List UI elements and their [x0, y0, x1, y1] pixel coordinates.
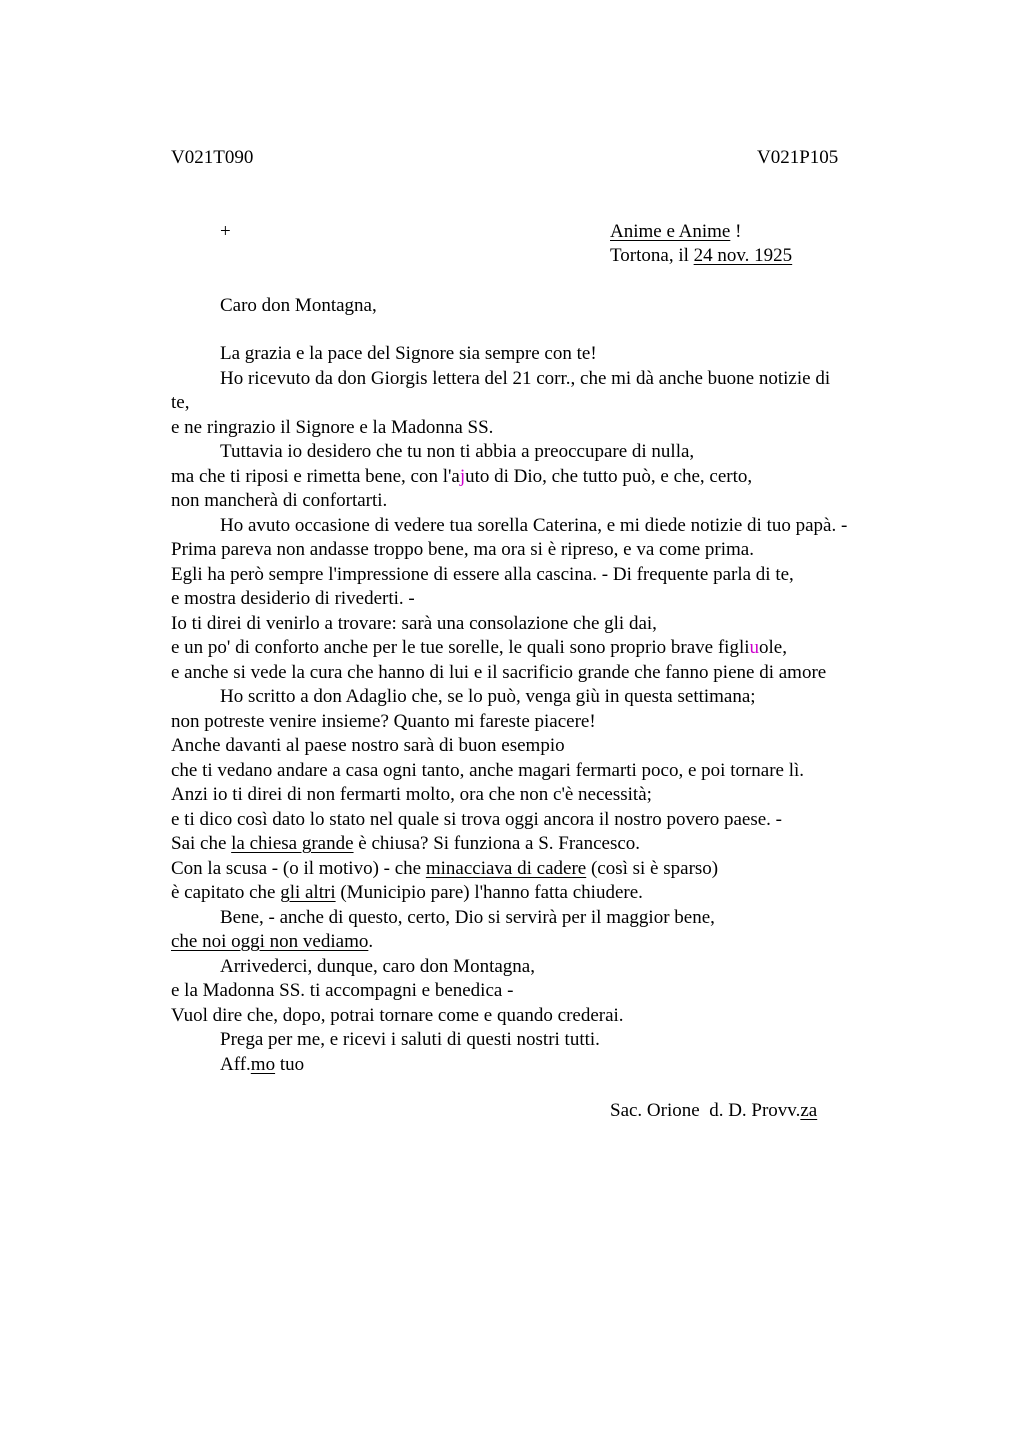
signature	[610, 1099, 817, 1123]
letter-line	[171, 881, 931, 906]
line-segment: ma che ti riposi e rimetta bene, con l'a	[171, 465, 460, 487]
letter-line: Anzi io ti direi di non fermarti molto, ora che non c'è necessità;	[171, 784, 652, 805]
line-segment: Sai che	[171, 833, 232, 854]
letter-body	[171, 342, 931, 1077]
cross-symbol: +	[220, 221, 231, 242]
motto-text: Anime e Anime	[610, 221, 731, 242]
motto	[610, 220, 741, 244]
letter-line: Egli ha però sempre l'impressione di essere alla cascina. - Di frequente parla di te,	[171, 563, 794, 585]
letter-date: 24 nov. 1925	[693, 245, 793, 266]
line-segment: è capitato che	[171, 882, 281, 903]
letter-line: Anche davanti al paese nostro sarà di buon esempio	[171, 735, 565, 756]
correction-mark: u	[749, 637, 760, 658]
correction-mark: j	[459, 465, 466, 487]
letter-line: Prima pareva non andasse troppo bene, ma ora si è ripreso, e va come prima.	[171, 539, 754, 560]
line-segment: Con la scusa - (o il motivo) - che	[171, 857, 426, 879]
letter-line	[171, 465, 931, 490]
letter-line: Bene, - anche di questo, certo, Dio si servirà per il maggior bene,	[220, 906, 715, 928]
place-date	[610, 244, 792, 268]
closing-line	[171, 1053, 931, 1078]
letter-line: Arrivederci, dunque, caro don Montagna,	[220, 955, 535, 977]
letter-line	[171, 857, 931, 882]
salutation: Caro don Montagna,	[220, 295, 377, 316]
document-code-left: V021T090	[171, 147, 254, 168]
line-segment: è chiusa? Si funziona a S. Francesco.	[353, 833, 641, 854]
letter-line: e la Madonna SS. ti accompagni e benedica -	[171, 980, 514, 1001]
line-segment: e un po' di conforto anche per le tue sorelle, le quali sono proprio brave figli	[171, 637, 750, 658]
letter-line: Ho avuto occasione di vedere tua sorella Caterina, e mi diede notizie di tuo papà. -	[220, 514, 848, 536]
motto-punctuation: !	[730, 221, 742, 242]
letter-line: e ne ringrazio il Signore e la Madonna SS.	[171, 416, 494, 438]
letter-line: Ho scritto a don Adaglio che, se lo può, venga giù in questa settimana;	[220, 686, 756, 707]
date-prefix: Tortona, il	[610, 245, 694, 266]
letter-line: non mancherà di confortarti.	[171, 490, 388, 511]
letter-line: Tuttavia io desidero che tu non ti abbia a preoccupare di nulla,	[220, 441, 695, 462]
line-segment: tuo	[275, 1053, 305, 1075]
letter-line: Vuol dire che, dopo, potrai tornare come e quando crederai.	[171, 1004, 624, 1026]
underlined-phrase: la chiesa grande	[231, 833, 354, 854]
line-segment: ole,	[759, 637, 787, 658]
letter-line	[171, 930, 931, 955]
letter-line: e mostra desiderio di rivederti. -	[171, 588, 415, 609]
letter-line	[171, 636, 931, 661]
underlined-phrase: che noi oggi non vediamo	[171, 931, 369, 952]
line-segment: (Municipio pare) l'hanno fatta chiudere.	[335, 882, 643, 903]
letter-line: Io ti direi di venirlo a trovare: sarà una consolazione che gli dai,	[171, 612, 657, 634]
letter-line: Prega per me, e ricevi i saluti di questi nostri tutti.	[220, 1029, 600, 1050]
letter-line: e anche si vede la cura che hanno di lui e il sacrificio grande che fanno piene di amore	[171, 661, 827, 683]
letter-line: non potreste venire insieme? Quanto mi fareste piacere!	[171, 710, 596, 732]
signature-text: Sac. Orione d. D. Provv.	[610, 1100, 801, 1121]
document-code-right: V021P105	[757, 147, 839, 168]
line-segment: (così si è sparso)	[586, 857, 719, 879]
letter-line: che ti vedano andare a casa ogni tanto, anche magari fermarti poco, e poi tornare lì.	[171, 759, 805, 781]
line-segment: Aff.	[220, 1053, 251, 1075]
underlined-phrase: mo	[250, 1053, 276, 1075]
letter-line	[171, 832, 931, 857]
line-segment: uto di Dio, che tutto può, e che, certo,	[465, 465, 753, 487]
letter-line: Ho ricevuto da don Giorgis lettera del 21 corr., che mi dà anche buone notizie di	[220, 367, 831, 389]
signature-suffix: za	[800, 1100, 818, 1121]
underlined-phrase: gli altri	[280, 882, 336, 903]
underlined-phrase: minacciava di cadere	[425, 857, 587, 879]
letter-line: te,	[171, 392, 190, 413]
line-segment: .	[368, 931, 374, 952]
letter-line: La grazia e la pace del Signore sia sempre con te!	[220, 343, 597, 364]
letter-line: e ti dico così dato lo stato nel quale si trova oggi ancora il nostro povero paese. -	[171, 808, 782, 830]
